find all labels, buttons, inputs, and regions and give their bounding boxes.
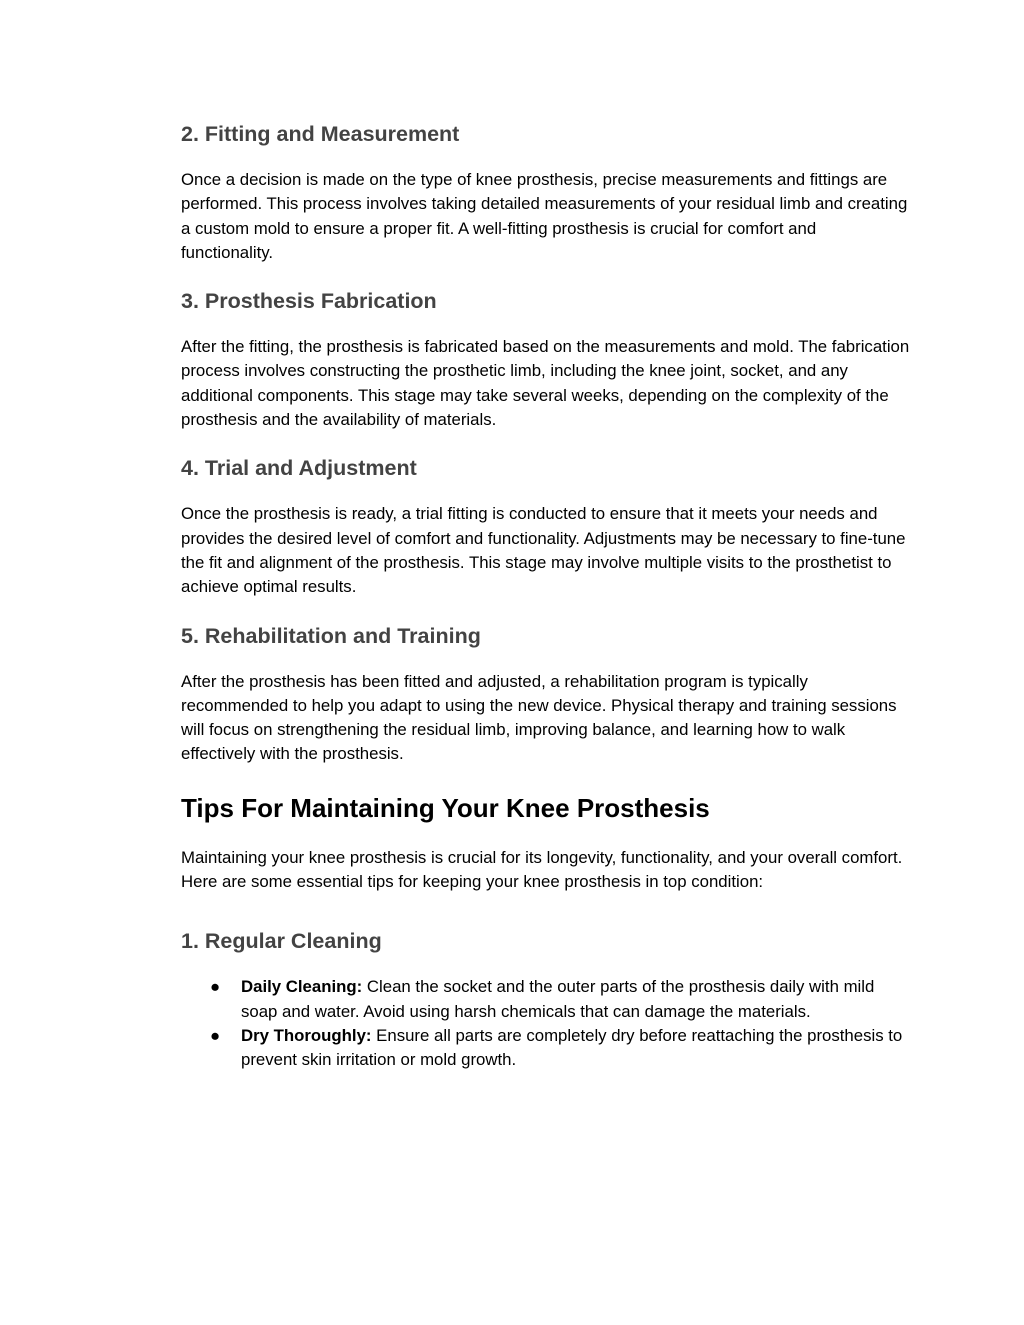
subsection-heading-cleaning: 1. Regular Cleaning: [181, 929, 382, 954]
section-heading-rehabilitation: 5. Rehabilitation and Training: [181, 623, 481, 648]
list-item-label: Dry Thoroughly:: [241, 1025, 372, 1045]
list-item-text: Clean the socket and the outer parts of the prosthesis daily with mild soap and water. Avoid using harsh chemicals that can damage the materials.: [241, 977, 875, 1021]
section-body-trial: Once the prosthesis is ready, a trial fitting is conducted to ensure that it meets your needs and provides the desired level of comfort and functionality. Adjustments may be necessary to fine-tune the fit and alignment of the prosthesis. This stage may involve multiple visits to the prosthetist to achieve optimal results.: [181, 504, 906, 597]
section-body-fabrication: After the fitting, the prosthesis is fabricated based on the measurements and mold. The fabrication process involves constructing the prosthetic limb, including the knee joint, socket, and any additional components. This stage may take several weeks, depending on the complexity of the prosthesis and the availability of materials.: [181, 337, 910, 430]
bullet-icon: ●: [210, 977, 221, 997]
section-heading-trial: 4. Trial and Adjustment: [181, 456, 417, 481]
list-item: [181, 1024, 911, 1073]
list-item: [181, 975, 911, 1024]
bullet-icon: ●: [210, 1025, 221, 1045]
section-body-rehabilitation: After the prosthesis has been fitted and adjusted, a rehabilitation program is typically recommended to help you adapt to using the new device. Physical therapy and training sessions will focus on strengthening the residual limb, improving balance, and learning how to walk effectively with the prosthesis.: [181, 671, 897, 764]
document-page: [181, 118, 911, 1073]
section-body-fitting: Once a decision is made on the type of knee prosthesis, precise measurements and fittings are performed. This process involves taking detailed measurements of your residual limb and creating a custom mold to ensure a proper fit. A well-fitting prosthesis is crucial for comfort and functionality.: [181, 170, 908, 262]
section-heading-fitting: 2. Fitting and Measurement: [181, 122, 460, 146]
list-item-text: Ensure all parts are completely dry before reattaching the prosthesis to prevent skin irritation or mold growth.: [241, 1025, 903, 1070]
list-item-label: Daily Cleaning:: [241, 977, 363, 997]
section-heading-fabrication: 3. Prosthesis Fabrication: [181, 289, 437, 314]
cleaning-tips-list: [181, 975, 911, 1072]
tips-intro: Maintaining your knee prosthesis is crucial for its longevity, functionality, and your overall comfort. Here are some essential tips for keeping your knee prosthesis in top condition:: [181, 847, 903, 892]
tips-title: Tips For Maintaining Your Knee Prosthesis: [181, 792, 710, 823]
